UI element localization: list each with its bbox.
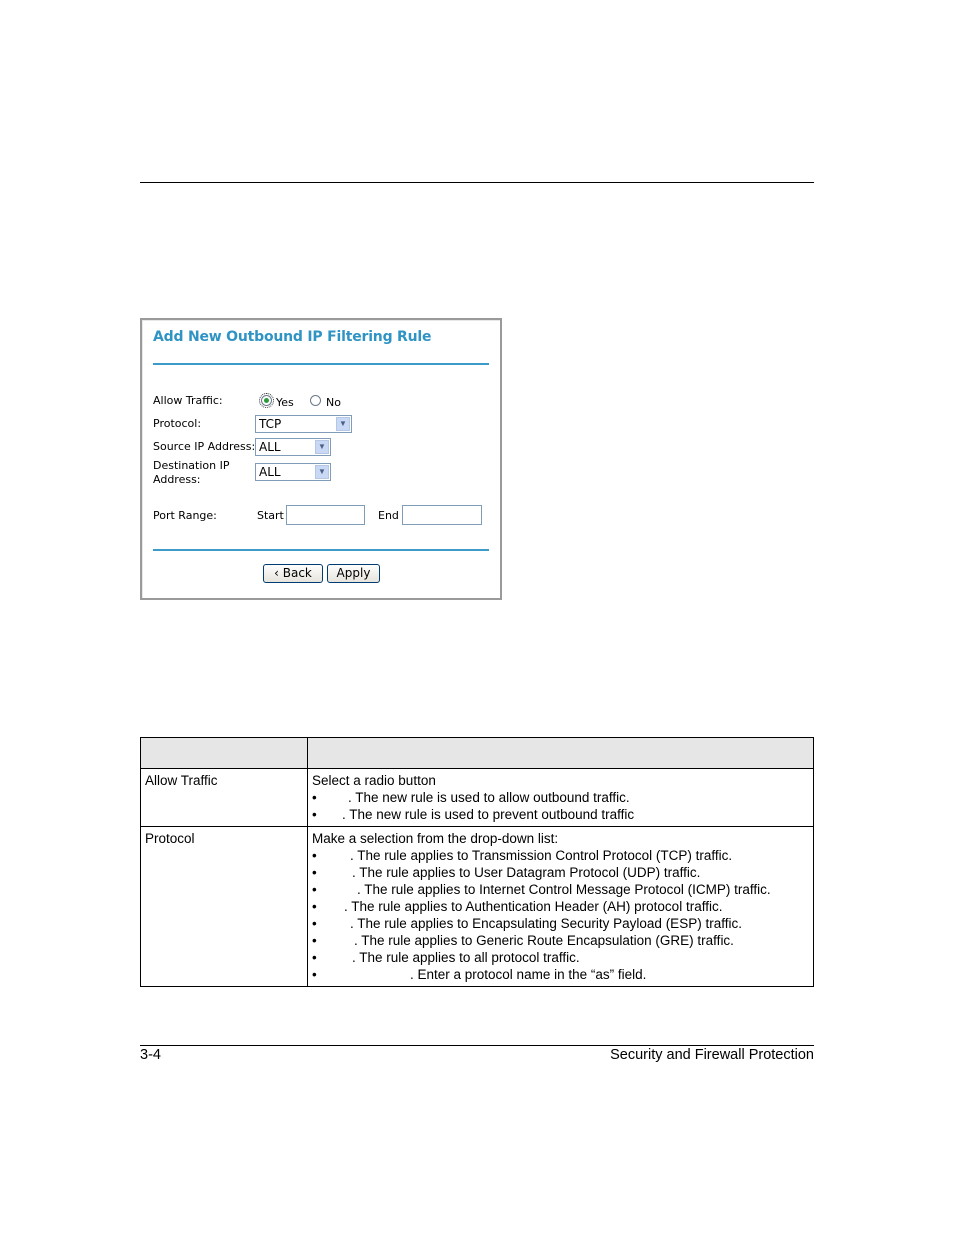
list-item: • . The rule applies to User Datagram Protocol (UDP) traffic. [312, 865, 701, 880]
list-item: • . The rule applies to Encapsulating Security Payload (ESP) traffic. [312, 916, 742, 931]
bullet: • [312, 790, 317, 805]
panel-title: Add New Outbound IP Filtering Rule [153, 329, 432, 345]
port-end-label: End [378, 509, 399, 522]
table-row [141, 769, 814, 827]
bullet: • [312, 916, 317, 931]
protocol-select-value: TCP [259, 417, 282, 431]
table-header-field [141, 738, 308, 769]
destination-ip-select[interactable] [255, 463, 331, 481]
apply-button[interactable]: Apply [327, 564, 380, 583]
destination-ip-label-line1: Destination IP [153, 459, 230, 472]
table-header-row [141, 738, 814, 769]
field-cell: Protocol [141, 827, 308, 987]
protocol-label: Protocol: [153, 417, 202, 430]
port-start-input[interactable] [286, 505, 365, 525]
allow-traffic-label: Allow Traffic: [153, 394, 223, 407]
outbound-rule-screenshot [140, 318, 502, 600]
port-range-label: Port Range: [153, 509, 217, 522]
bullet: • [312, 848, 317, 863]
bullet: • [312, 950, 317, 965]
list-item: • . The rule applies to Transmission Control Protocol (TCP) traffic. [312, 848, 733, 863]
table-row [141, 827, 814, 987]
source-ip-select-value: ALL [259, 440, 281, 454]
allow-no-radio[interactable] [310, 395, 321, 406]
row-intro: Select a radio button [312, 773, 436, 788]
row-intro: Make a selection from the drop-down list: [312, 831, 559, 846]
field-cell: Allow Traffic [141, 769, 308, 827]
port-start-label: Start [257, 509, 284, 522]
footer-rule [140, 1045, 814, 1046]
no-label: No [326, 396, 341, 409]
list-item: • . The new rule is used to prevent outbound traffic [312, 807, 635, 822]
bullet: • [312, 933, 317, 948]
list-item: • . The rule applies to Generic Route Encapsulation (GRE) traffic. [312, 933, 734, 948]
yes-label: Yes [276, 396, 294, 409]
bullet: • [312, 865, 317, 880]
panel-top-divider [153, 363, 489, 365]
list-item: • . Enter a protocol name in the “as” field. [312, 967, 647, 982]
bullet: • [312, 807, 317, 822]
source-ip-select[interactable] [255, 438, 331, 456]
bullet: • [312, 967, 317, 982]
destination-ip-label-line2: Address: [153, 473, 201, 486]
bullet: • [312, 882, 317, 897]
chevron-down-icon: ▼ [315, 440, 329, 454]
protocol-select[interactable] [255, 415, 352, 433]
footer-section-title: Security and Firewall Protection [610, 1047, 814, 1063]
description-cell [308, 827, 814, 987]
destination-ip-select-value: ALL [259, 465, 281, 479]
header-rule [140, 182, 814, 183]
description-cell [308, 769, 814, 827]
list-item: • . The rule applies to all protocol traffic. [312, 950, 580, 965]
bullet: • [312, 899, 317, 914]
settings-description-table [140, 737, 814, 987]
table-header-description [308, 738, 814, 769]
panel-bottom-divider [153, 549, 489, 551]
page-number: 3-4 [140, 1047, 161, 1063]
port-end-input[interactable] [402, 505, 482, 525]
allow-yes-radio[interactable] [261, 395, 272, 406]
list-item: • . The rule applies to Authentication Header (AH) protocol traffic. [312, 899, 723, 914]
list-item: • . The new rule is used to allow outbound traffic. [312, 790, 630, 805]
back-button[interactable]: ‹ Back [263, 564, 323, 583]
chevron-down-icon: ▼ [315, 465, 329, 479]
chevron-down-icon: ▼ [336, 417, 350, 431]
list-item: • . The rule applies to Internet Control Message Protocol (ICMP) traffic. [312, 882, 771, 897]
source-ip-label: Source IP Address: [153, 440, 256, 453]
